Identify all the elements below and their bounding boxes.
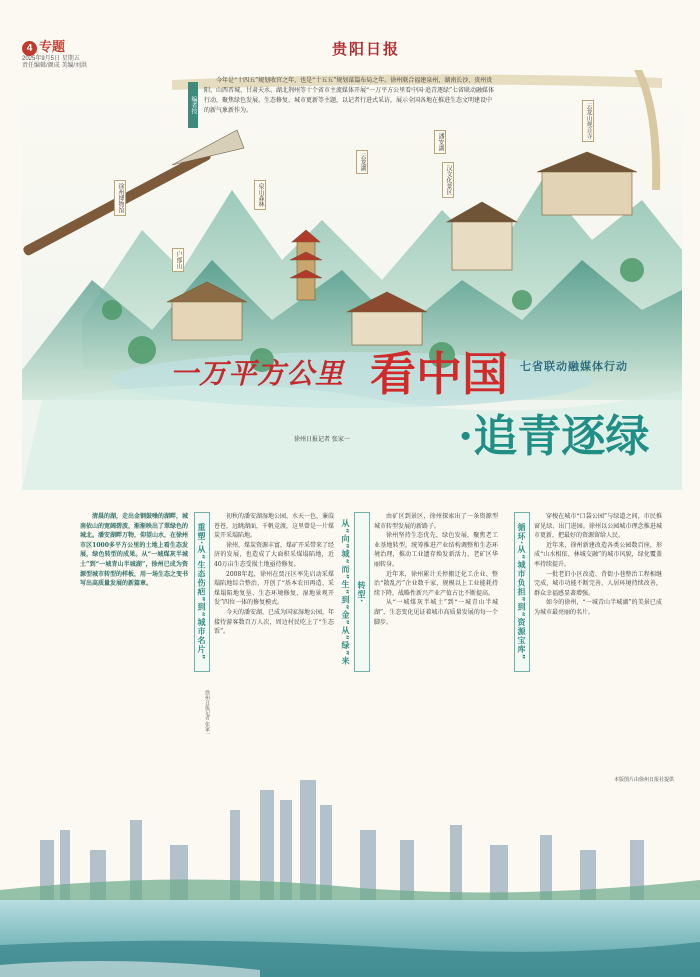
skyline-art — [0, 770, 700, 977]
label-museum: 徐州博物馆 — [114, 180, 126, 216]
col1-paragraph: 徐州，煤炭资源丰富，煤矿开采带来了经济的发展，也造成了大面积采煤塌陷地，近40万亩生态受损土地亟待修复。 — [214, 541, 334, 568]
editor-note: 今年是“十四五”规划收官之年，也是“十五五”规划谋篇布局之年。徐州联合福建泉州、湖南长沙、贵州贵阳、山西晋城、甘肃天水、湖北荆州等十个省市主流媒体开展“一万平方公里看中国·追青逐绿”七省联动融媒体行动，聚焦绿色发展、生态修复、城市更新等主题，以记者行进式采访，展示全国各地在推进生态文明建设中的新气象新作为。 — [204, 77, 495, 114]
article-column-2 — [374, 512, 498, 758]
col1-paragraph: 初秋的潘安湖湿地公园，水天一色，蒹葭苍苍，远眺湖面，千帆竞渡，这里曾是一片煤炭开采塌陷地。 — [214, 513, 334, 540]
headline-part-2: 看中国 — [370, 347, 508, 401]
col2-paragraph: 近年来，徐州累计关停搬迁化工企业、整治“散乱污”企业数千家，规模以上工业能耗持续下降，战略性新兴产业产值占比不断提高。 — [374, 570, 498, 597]
col3-paragraph: 如今的徐州，“一城青山半城湖”的美景已成为城市最亮丽的名片。 — [534, 599, 662, 616]
col3-paragraph: 一批老旧小区改造、背街小巷整治工程相继完成，城市功能不断完善，人居环境持续改善，群众幸福感显著增强。 — [534, 570, 662, 597]
label-hubushan: 户部山 — [172, 248, 184, 272]
column-byline: 徐州日报记者 张家一 — [204, 690, 210, 737]
headline-part-3: ·追青逐绿 — [458, 411, 650, 462]
article-column-3 — [534, 512, 662, 748]
reporter-byline: 徐州日报记者 张家一 — [294, 436, 350, 443]
section-name: 专题 — [39, 39, 66, 54]
col3-paragraph: 近年来，徐州新建改造各类公园数百座，形成“山水相依、林城交融”的城市风貌，绿化覆盖率持续提升。 — [534, 541, 662, 568]
section-tag-2: 转型·从“向”城“而”生“到“金”从“绿”来 — [354, 512, 370, 672]
col1-paragraph: 今天的潘安湖，已成为国家湿地公园，年接待游客数百万人次，周边村民吃上了“生态饭”。 — [214, 608, 334, 636]
label-yunlong-lake: 云龙湖 — [356, 150, 368, 174]
photo-credit: 本版图片由徐州日报社提供 — [613, 777, 674, 783]
article-column-1 — [214, 512, 334, 758]
masthead: 贵阳日报 — [332, 40, 401, 58]
headline-part-1: 一万平方公里 — [170, 357, 345, 390]
section-tag-1: 重塑·从“生态伤疤”到“城市名片” — [194, 512, 210, 672]
section-badge — [22, 36, 65, 56]
page-header — [22, 36, 682, 70]
col2-paragraph: 由矿区到景区，徐州探索出了一条资源型城市转型发展的新路子。 — [374, 513, 498, 530]
col2-paragraph: 徐州坚持生态优先、绿色发展，聚焦老工业基地转型，统筹推进产业结构调整和生态环境治理，推动工业遗存焕发新活力，老矿区华丽转身。 — [374, 532, 498, 568]
col3-paragraph: 穿梭在城市“口袋公园”与绿道之间，市民推窗见绿、出门进园。徐州以公园城市理念推进城市更新，把最好的资源留给人民。 — [534, 513, 662, 540]
issue-date: 2025年9月5日 星期五 — [22, 56, 80, 62]
label-quanshan: 泉山森林 — [254, 180, 266, 210]
label-pan-an-lake: 潘安湖 — [434, 130, 446, 154]
headline-block — [0, 330, 700, 510]
editor-note-tag: 编者按 — [188, 82, 198, 128]
label-guanyin-temple: 云龙山观音寺 — [582, 100, 594, 142]
lead-column — [80, 512, 188, 589]
editor-credits: 责任编辑/颜成 美编/刘洪 — [22, 63, 88, 69]
col1-paragraph: 2008年起，徐州在贾汪区率先启动采煤塌陷地综合整治，开创了“基本农田再造、采煤塌陷地复垦、生态环境修复、湿地景观开发”四位一体的修复模式。 — [214, 570, 334, 607]
city-skyline-illustration — [0, 770, 700, 977]
label-han-culture: 汉文化景区 — [442, 162, 454, 198]
section-tag-3: 循环·从“城市负担”到“资源宝库” — [514, 512, 530, 672]
issue-info — [22, 56, 87, 70]
lead-paragraph: 清晨的湖，走出金钢鼓噪的湖畔，城南依山的宽阔碧波，渐渐映出了翠绿色的城北。潘安湖畔万物，仰望山水，在徐州市区1000多平方公里的土地上看生态发展，绿色转型的成果。从“一城煤灰半城土”到“一城青山半城湖”，徐州已成为资源型城市转型的样板，用一场生态之变书写出高质量发展的新篇章。 — [80, 513, 189, 588]
col2-paragraph: 从“一城煤灰半城土”到“一城青山半城湖”，生态变化见证着城市高质量发展的每一个脚步。 — [374, 599, 498, 626]
headline-subtitle: 七省联动融媒体行动 — [520, 360, 628, 373]
section-number: 4 — [22, 41, 37, 56]
